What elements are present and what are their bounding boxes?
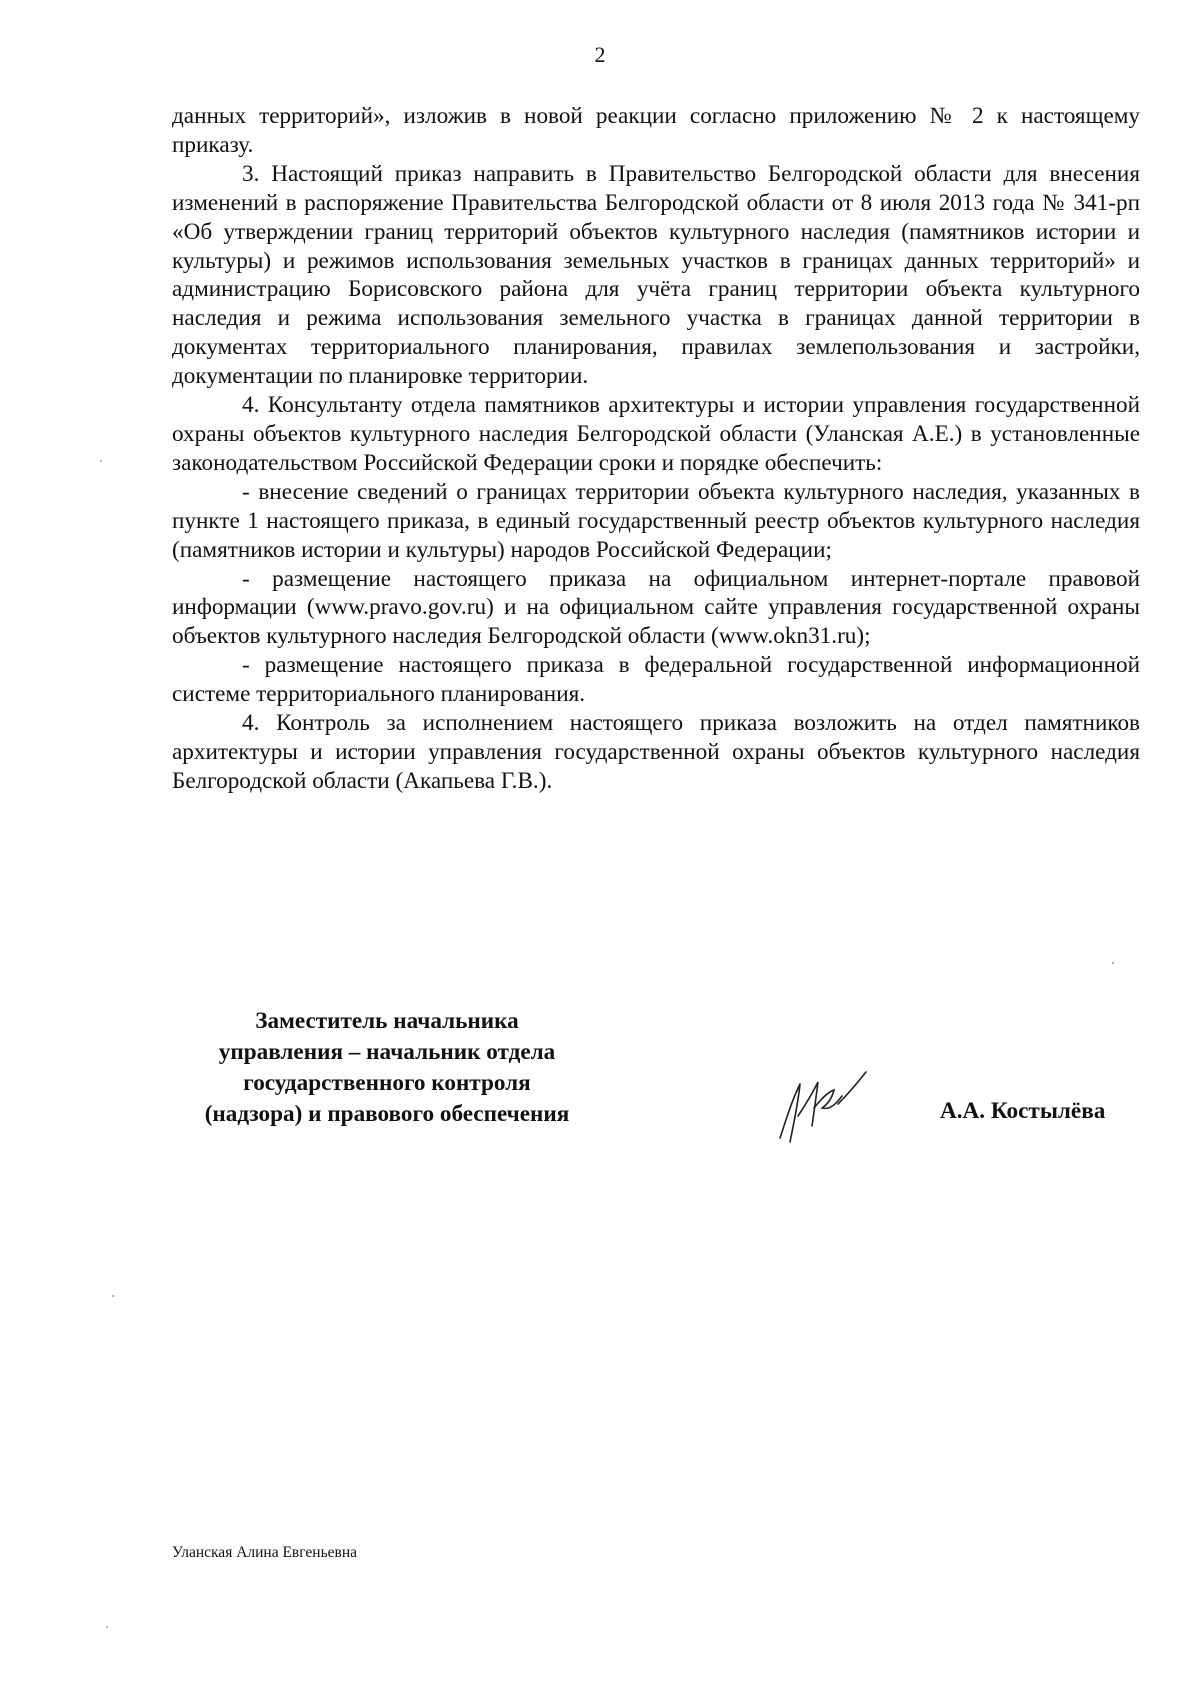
paragraph-subitem-gis: - размещение настоящего приказа в федеральной государственной информационной системе территориального планирования. bbox=[172, 652, 1140, 708]
scan-speck bbox=[1112, 962, 1114, 964]
signatory-title-line: государственного контроля bbox=[243, 1070, 531, 1096]
executor-name: Уланская Алина Евгеньевна bbox=[172, 1544, 358, 1561]
document-body bbox=[172, 102, 1140, 796]
scan-speck bbox=[106, 1626, 108, 1628]
page-number: 2 bbox=[594, 42, 606, 67]
handwritten-signature bbox=[770, 1068, 880, 1148]
paragraph-subitem-registry: - внесение сведений о границах территории объекта культурного наследия, указанных в пункте 1 настоящего приказа, в единый государственный реестр объектов культурного наследия (памятников истории и культуры) народов Российской Федерации; bbox=[172, 478, 1140, 563]
signatory-name: А.А. Костылёва bbox=[940, 1098, 1106, 1124]
paragraph-continuation: данных территорий», изложив в новой реакции согласно приложению № 2 к настоящему приказу. bbox=[172, 103, 1140, 158]
paragraph-item-control: 4. Контроль за исполнением настоящего приказа возложить на отдел памятников архитектуры и истории управления государственной охраны объектов культурного наследия Белгородской области (Акапьева Г.В.). bbox=[172, 710, 1140, 794]
paragraph-subitem-publication: - размещение настоящего приказа на официальном интернет-портале правовой информации (www.pravo.gov.ru) и на официальном сайте управления государственной охраны объектов культурного наследия Белгородской области (www.okn31.ru); bbox=[172, 565, 1140, 650]
signatory-title-line: (надзора) и правового обеспечения bbox=[204, 1101, 570, 1127]
signatory-title bbox=[172, 1006, 602, 1130]
paragraph-item-4: 4. Консультанту отдела памятников архитектуры и истории управления государственной охраны объектов культурного наследия Белгородской области (Уланская А.Е.) в установленные законодательством Российской Федерации сроки и порядке обеспечить: bbox=[172, 392, 1140, 476]
paragraph-item-3: 3. Настоящий приказ направить в Правительство Белгородской области для внесения изменений в распоряжение Правительства Белгородской области от 8 июля 2013 года № 341-рп «Об утверждении границ территорий объектов культурного наследия (памятников истории и культуры) и режимов использования земельных участков в границах данных территорий» и администрацию Борисовского района для учёта границ территории объекта культурного наследия и режима использования земельного участка в границах данной территории в документах территориального планирования, правилах землепользования и застройки, документации по планировке территории. bbox=[172, 160, 1140, 390]
scan-speck bbox=[112, 1295, 114, 1297]
signatory-title-line: управления – начальник отдела bbox=[218, 1039, 556, 1065]
scan-speck bbox=[100, 460, 102, 462]
signatory-title-line: Заместитель начальника bbox=[255, 1008, 519, 1034]
